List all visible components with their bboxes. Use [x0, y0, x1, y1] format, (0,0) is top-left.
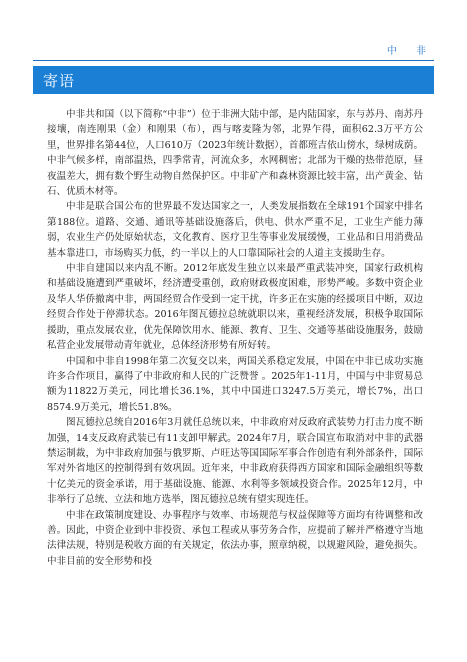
- paragraph: 中国和中非自1998年第二次复交以来，两国关系稳定发展，中国在中非已成功实施许多合作项目，赢得了中非政府和人民的广泛赞誉 。2025年1-11月，中国与中非贸易总额为11822万美元，同比增长36.1%，其中中国进口3247.5万美元，增长7%，出口8574.9万美元，增长51.8%。: [47, 355, 423, 413]
- header-divider: [33, 60, 434, 61]
- paragraph: 中非是联合国公布的世界最不发达国家之一，人类发展指数在全球191个国家中排名第188位。道路、交通、通讯等基础设施落后，供电、供水严重不足，工业生产能力薄弱，农业生产仍处原始状态，文化教育、医疗卫生等事业发展缓慢，工业品和日用消费品基本靠进口，市场购买力低，约一半以上的人口靠国际社会的人道主支援助生存。: [47, 201, 423, 259]
- paragraph: 中非自建国以来内乱不断。2012年底发生独立以来最严重武装冲突，国家行政机构和基础设施遭到严重破坏，经济遭受重创，政府财政极度困难，形势严峻。多数中资企业及华人华侨撤离中非，两国经贸合作受到一定干扰，许多正在实施的经援项目中断，双边经贸合作处于停滞状态。2016年图瓦德拉总统就职以来，重视经济发展，积极争取国际援助，重点发展农业，优先保障饮用水、能源、教育、卫生、交通等基础设施服务，鼓励私营企业发展带动青年就业，总体经济形势有所好转。: [47, 263, 423, 352]
- paragraph: 中非在政策制度建设、办事程序与效率、市场规范与权益保障等方面均有待调整和改善。因此，中资企业到中非投资、承包工程或从事劳务合作，应提前了解并严格遵守当地法律法规，特别是税收方面的有关规定，依法办事，照章纳税，以规避风险，避免损失。中非目前的安全形势和投: [47, 509, 423, 567]
- body-text: [47, 107, 423, 569]
- running-head: 中 非: [386, 46, 434, 57]
- section-title: 寄语: [43, 72, 76, 90]
- section-title-band: [33, 66, 434, 94]
- paragraph: 图瓦德拉总统自2016年3月就任总统以来，中非政府对反政府武装势力打击力度不断加强，14支反政府武装已有11支卸甲解武。2024年7月，联合国宣布取消对中非的武器禁运制裁，为中非政府加强与俄罗斯、卢旺达等国国际军事合作创造有利外部条件，国际军对外省地区的控制得到有效巩固。近年来，中非政府获得西方国家和国际金融组织等数十亿美元的资金承诺，用于基础设施、能源、水利等多领域投资合作。2025年12月，中非举行了总统、立法和地方选举，图瓦德拉总统有望实现连任。: [47, 417, 423, 506]
- paragraph: 中非共和国（以下简称“中非”）位于非洲大陆中部，是内陆国家，东与苏丹、南苏丹接壤，南连刚果（金）和刚果（布），西与喀麦隆为邻，北界乍得，面积62.3万平方公里，世界排名第44位，人口610万（2023年统计数据），首都班吉依山傍水，绿树成荫。中非气候多样，南部温热，四季常青，河流众多，水网稠密；北部为干燥的热带范原，昼夜温差大，拥有数个野生动物自然保护区。中非矿产和森林资源比较丰富，出产黄金、钻石、优质木材等。: [47, 109, 423, 198]
